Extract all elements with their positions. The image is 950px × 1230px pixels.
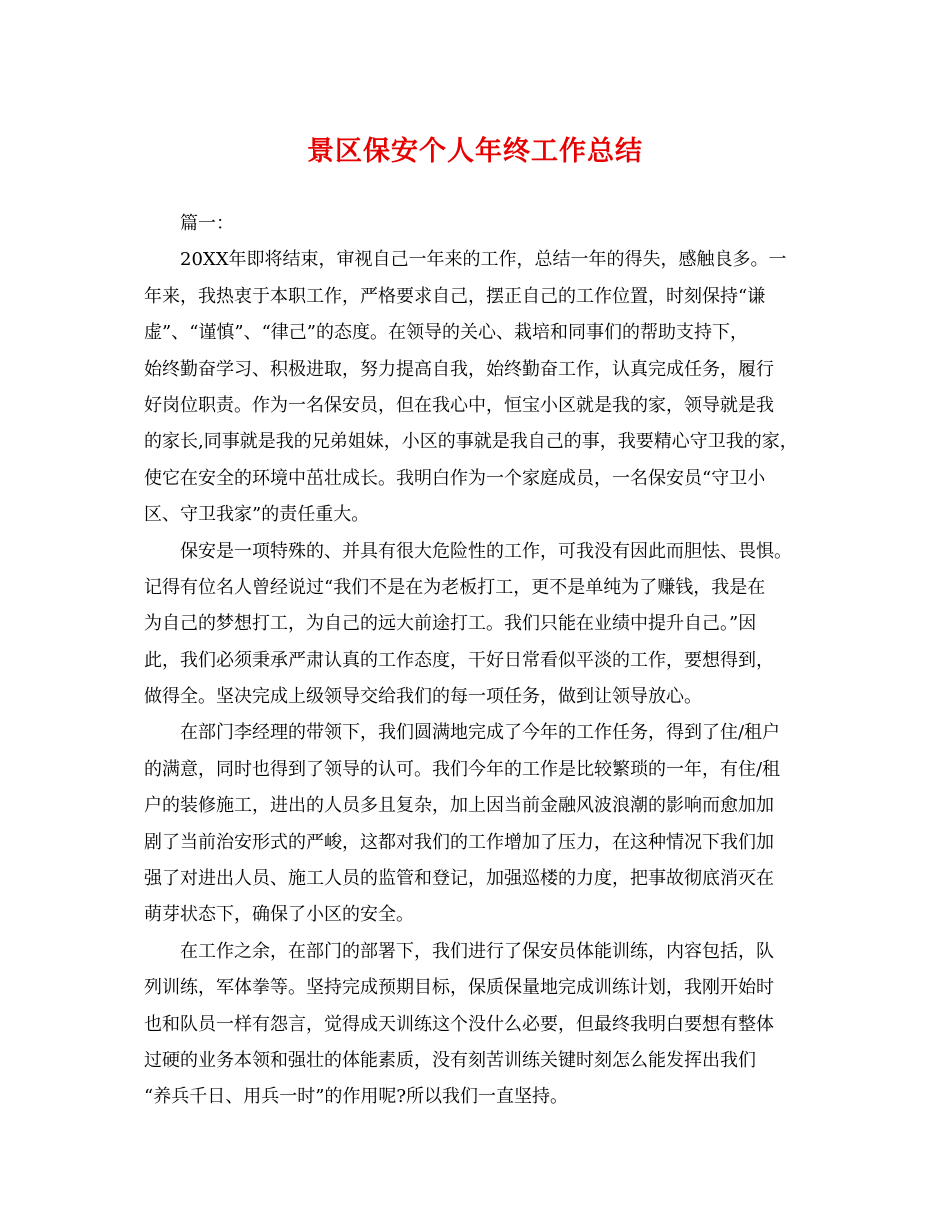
text-line: 过硬的业务本领和强壮的体能素质，没有刻苦训练关键时刻怎么能发挥出我们 <box>144 1049 756 1071</box>
text-line: 萌芽状态下，确保了小区的安全。 <box>144 904 414 926</box>
text-line: 强了对进出人员、施工人员的监管和登记，加强巡楼的力度，把事故彻底消灭在 <box>144 868 774 890</box>
text-line: 剧了当前治安形式的严峻，这都对我们的工作增加了压力，在这种情况下我们加 <box>144 831 774 853</box>
text-line: 年来，我热衷于本职工作，严格要求自己，摆正自己的工作位置，时刻保持“谦 <box>144 285 766 307</box>
document-title: 景区保安个人年终工作总结 <box>307 136 643 167</box>
text-line: 为自己的梦想打工，为自己的远大前途打工。我们只能在业绩中提升自己。”因 <box>144 613 757 635</box>
text-line: 在工作之余，在部门的部署下，我们进行了保安员体能训练，内容包括，队 <box>180 940 774 962</box>
text-line: 做得全。坚决完成上级领导交给我们的每一项任务，做到让领导放心。 <box>144 686 702 708</box>
text-line: 保安是一项特殊的、并具有很大危险性的工作，可我没有因此而胆怯、畏惧。 <box>180 540 792 562</box>
text-line: 虚”、“谨慎”、“律己”的态度。在领导的关心、栽培和同事们的帮助支持下， <box>144 322 749 344</box>
text-line: 的满意，同时也得到了领导的认可。我们今年的工作是比较繁琐的一年，有住/租 <box>144 758 781 780</box>
text-line: 的家长,同事就是我的兄弟姐妹，小区的事就是我自己的事，我要精心守卫我的家， <box>144 431 798 453</box>
section-label: 篇一： <box>180 213 234 234</box>
text-line: 区、守卫我家”的责任重大。 <box>144 504 370 526</box>
text-line: 始终勤奋学习、积极进取，努力提高自我，始终勤奋工作，认真完成任务，履行 <box>144 358 774 380</box>
text-line: 在部门李经理的带领下，我们圆满地完成了今年的工作任务，得到了住/租户 <box>180 722 781 744</box>
text-line: 也和队员一样有怨言，觉得成天训练这个没什么必要，但最终我明白要想有整体 <box>144 1013 774 1035</box>
text-line: 记得有位名人曾经说过“我们不是在为老板打工，更不是单纯为了赚钱，我是在 <box>144 576 766 598</box>
text-line: “养兵千日、用兵一时”的作用呢?所以我们一直坚持。 <box>144 1086 569 1108</box>
text-line: 好岗位职责。作为一名保安员，但在我心中，恒宝小区就是我的家，领导就是我 <box>144 394 774 416</box>
text-line: 列训练，军体拳等。坚持完成预期目标，保质保量地完成训练计划，我刚开始时 <box>144 977 774 999</box>
text-line: 使它在安全的环境中茁壮成长。我明白作为一个家庭成员，一名保安员“守卫小 <box>144 467 766 489</box>
text-line: 20XX年即将结束，审视自己一年来的工作，总结一年的得失，感触良多。一 <box>180 249 787 271</box>
document-body <box>144 206 816 1116</box>
text-line: 此，我们必须秉承严肃认真的工作态度，干好日常看似平淡的工作，要想得到， <box>144 649 774 671</box>
text-line: 户的装修施工，进出的人员多且复杂，加上因当前金融风波浪潮的影响而愈加加 <box>144 795 774 817</box>
